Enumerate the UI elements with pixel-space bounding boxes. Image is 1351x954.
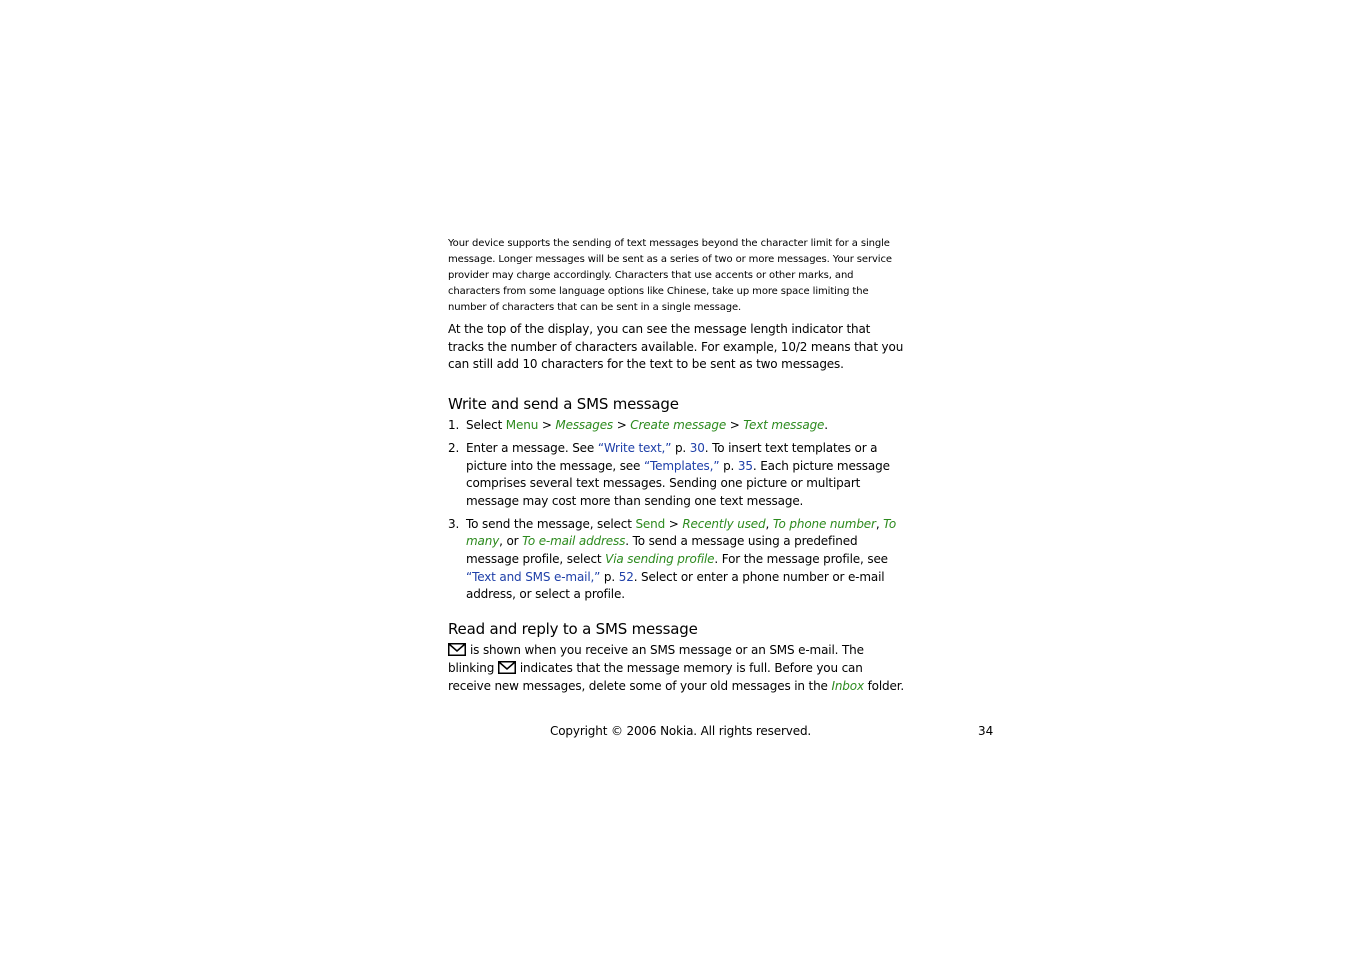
- send-command: Send: [635, 516, 666, 531]
- step-text: . For the message profile, see: [714, 552, 888, 567]
- page-number: 34: [978, 724, 994, 738]
- step-text: p.: [671, 440, 690, 455]
- steps-list: [448, 417, 908, 604]
- page-link-35[interactable]: 35: [737, 458, 753, 473]
- option-via-sending-profile: Via sending profile: [605, 552, 715, 567]
- step-number: 2.: [448, 440, 460, 455]
- read-text: indicates that the message memory is full. Before you can receive new messages, delete some of your old messages in the: [448, 660, 863, 693]
- separator: , or: [499, 534, 523, 549]
- page-link-30[interactable]: 30: [689, 440, 705, 455]
- cross-ref-link-text-sms-email[interactable]: “Text and SMS e-mail,”: [466, 569, 601, 584]
- envelope-icon: [448, 643, 466, 656]
- intro-paragraph: At the top of the display, you can see the message length indicator that tracks the number of characters available. For example, 10/2 means that you can still add 10 characters for the text to be sent as two messages.: [448, 322, 904, 372]
- step-3: [448, 516, 908, 605]
- page-link-52[interactable]: 52: [618, 569, 634, 584]
- read-text: folder.: [863, 678, 905, 693]
- step-text: . To insert text templates or a picture into the message, see: [466, 440, 878, 473]
- menu-path-create-message: Create message: [630, 418, 727, 433]
- step-text: p.: [719, 458, 738, 473]
- step-text: Enter a message. See: [466, 440, 598, 455]
- step-number: 1.: [448, 418, 460, 433]
- step-text: Select: [466, 418, 506, 433]
- step-1: [448, 417, 908, 435]
- page-content: [448, 236, 908, 695]
- separator: >: [613, 418, 631, 433]
- step-text: . To send a message using a predefined message profile, select: [466, 534, 858, 567]
- cross-ref-link-write-text[interactable]: “Write text,”: [597, 440, 672, 455]
- envelope-icon: [498, 661, 516, 674]
- menu-path-messages: Messages: [555, 418, 614, 433]
- option-recently-used: Recently used: [682, 516, 766, 531]
- step-text: p.: [600, 569, 619, 584]
- option-to-email-address: To e-mail address: [522, 534, 626, 549]
- separator: ,: [875, 516, 884, 531]
- step-text: .: [824, 418, 828, 433]
- cross-ref-link-templates[interactable]: “Templates,”: [643, 458, 720, 473]
- separator: >: [726, 418, 744, 433]
- footer-copyright: Copyright © 2006 Nokia. All rights reserved.: [550, 724, 812, 738]
- separator: ,: [765, 516, 773, 531]
- intro-note: Your device supports the sending of text messages beyond the character limit for a single message. Longer messages will be sent as a series of two or more messages. Your service provider may charge accordingly. Characters that use accents or other marks, and characters from some language options like Chinese, take up more space limiting the number of characters that can be sent in a single message.: [448, 238, 892, 313]
- inbox-folder-name: Inbox: [831, 678, 864, 693]
- option-to-phone-number: To phone number: [772, 516, 876, 531]
- step-text: . Select or enter a phone number or e-mail address, or select a profile.: [466, 569, 885, 602]
- menu-command: Menu: [505, 418, 539, 433]
- step-number: 3.: [448, 516, 460, 531]
- section-heading-write: Write and send a SMS message: [448, 395, 679, 414]
- step-text: . Each picture message comprises several text messages. Sending one picture or multipart message may cost more than sending one text message.: [466, 458, 890, 508]
- separator: >: [538, 418, 556, 433]
- step-text: To send the message, select: [466, 516, 636, 531]
- separator: >: [665, 516, 683, 531]
- read-text: is shown when you receive an SMS message or an SMS e-mail. The blinking: [448, 643, 864, 675]
- menu-path-text-message: Text message: [743, 418, 825, 433]
- option-to-many: To many: [466, 516, 897, 549]
- step-2: [448, 440, 908, 511]
- read-paragraph: [448, 642, 908, 695]
- section-heading-read: Read and reply to a SMS message: [448, 620, 698, 639]
